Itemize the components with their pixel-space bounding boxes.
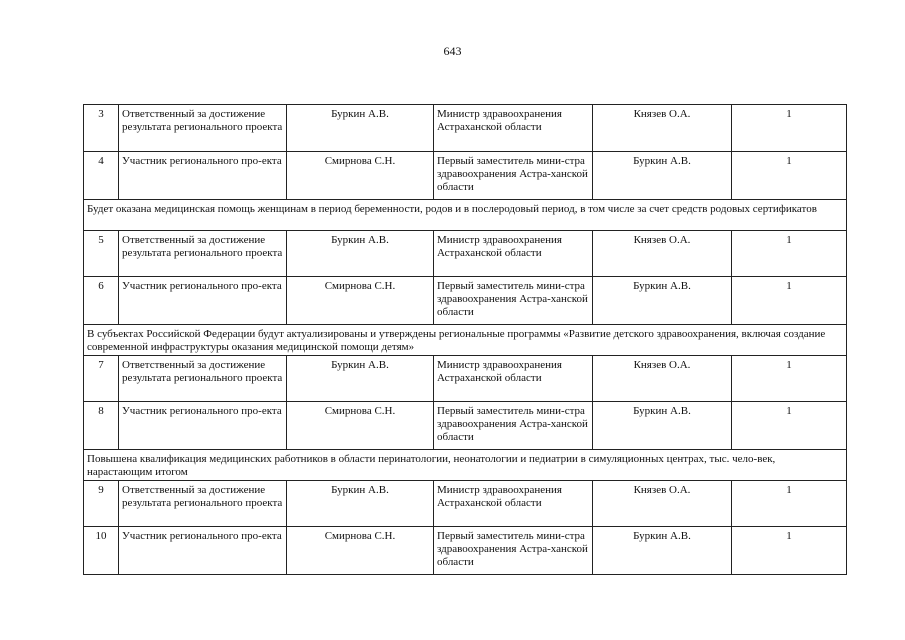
table-row — [84, 356, 847, 402]
position-cell: Министр здравоохранения Астраханской области — [434, 356, 593, 402]
table-row — [84, 152, 847, 200]
row-number: 9 — [84, 481, 119, 527]
person-name-cell: Буркин А.В. — [287, 356, 434, 402]
row-number: 7 — [84, 356, 119, 402]
person-name-cell: Смирнова С.Н. — [287, 402, 434, 450]
person-name-cell: Буркин А.В. — [287, 105, 434, 152]
share-cell: 1 — [732, 105, 847, 152]
position-cell: Министр здравоохранения Астраханской области — [434, 105, 593, 152]
section-title: Будет оказана медицинская помощь женщинам в период беременности, родов и в послеродовый период, в том числе за счет средств родовых сертификатов — [84, 200, 847, 231]
person-name-cell: Буркин А.В. — [287, 481, 434, 527]
share-cell: 1 — [732, 356, 847, 402]
supervisor-cell: Буркин А.В. — [593, 527, 732, 575]
row-number: 5 — [84, 231, 119, 277]
role-cell: Ответственный за достижение результата регионального проекта — [119, 231, 287, 277]
row-number: 4 — [84, 152, 119, 200]
supervisor-cell: Буркин А.В. — [593, 402, 732, 450]
position-cell: Министр здравоохранения Астраханской области — [434, 481, 593, 527]
supervisor-cell: Князев О.А. — [593, 105, 732, 152]
role-cell: Участник регионального про-екта — [119, 277, 287, 325]
table-row — [84, 231, 847, 277]
role-cell: Ответственный за достижение результата регионального проекта — [119, 105, 287, 152]
table-row — [84, 402, 847, 450]
position-cell: Первый заместитель мини-стра здравоохранения Астра-ханской области — [434, 402, 593, 450]
role-cell: Участник регионального про-екта — [119, 527, 287, 575]
position-cell: Первый заместитель мини-стра здравоохранения Астра-ханской области — [434, 527, 593, 575]
row-number: 8 — [84, 402, 119, 450]
person-name-cell: Смирнова С.Н. — [287, 527, 434, 575]
row-number: 6 — [84, 277, 119, 325]
section-title: В субъектах Российской Федерации будут актуализированы и утверждены региональные программы «Развитие детского здравоохранения, включая создание современной инфраструктуры оказания медицинской помощи детям» — [84, 325, 847, 356]
table-row — [84, 105, 847, 152]
share-cell: 1 — [732, 277, 847, 325]
responsibility-table — [83, 104, 847, 575]
section-header-row — [84, 450, 847, 481]
role-cell: Ответственный за достижение результата регионального проекта — [119, 356, 287, 402]
position-cell: Министр здравоохранения Астраханской области — [434, 231, 593, 277]
supervisor-cell: Князев О.А. — [593, 231, 732, 277]
section-title: Повышена квалификация медицинских работников в области перинатологии, неонатологии и педиатрии в симуляционных центрах, тыс. чело-век, нарастающим итогом — [84, 450, 847, 481]
person-name-cell: Смирнова С.Н. — [287, 152, 434, 200]
position-cell: Первый заместитель мини-стра здравоохранения Астра-ханской области — [434, 277, 593, 325]
section-header-row — [84, 325, 847, 356]
share-cell: 1 — [732, 527, 847, 575]
person-name-cell: Буркин А.В. — [287, 231, 434, 277]
person-name-cell: Смирнова С.Н. — [287, 277, 434, 325]
share-cell: 1 — [732, 481, 847, 527]
role-cell: Участник регионального про-екта — [119, 402, 287, 450]
share-cell: 1 — [732, 152, 847, 200]
section-header-row — [84, 200, 847, 231]
role-cell: Участник регионального про-екта — [119, 152, 287, 200]
share-cell: 1 — [732, 231, 847, 277]
position-cell: Первый заместитель мини-стра здравоохранения Астра-ханской области — [434, 152, 593, 200]
row-number: 3 — [84, 105, 119, 152]
supervisor-cell: Буркин А.В. — [593, 277, 732, 325]
row-number: 10 — [84, 527, 119, 575]
role-cell: Ответственный за достижение результата регионального проекта — [119, 481, 287, 527]
page-number: 643 — [443, 44, 462, 58]
supervisor-cell: Князев О.А. — [593, 356, 732, 402]
share-cell: 1 — [732, 402, 847, 450]
table-row — [84, 527, 847, 575]
table-row — [84, 277, 847, 325]
table-row — [84, 481, 847, 527]
supervisor-cell: Князев О.А. — [593, 481, 732, 527]
supervisor-cell: Буркин А.В. — [593, 152, 732, 200]
